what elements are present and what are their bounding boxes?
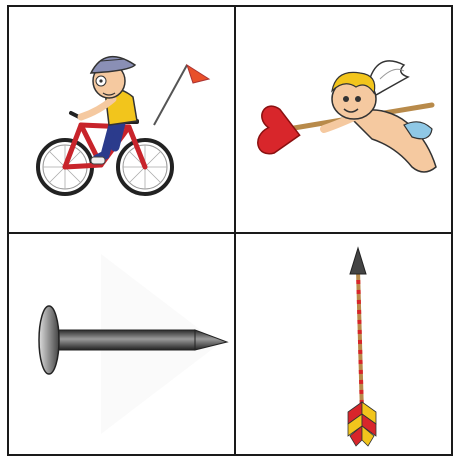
cell-nail[interactable] — [9, 234, 234, 456]
arrow-icon — [236, 234, 453, 456]
cell-cupid[interactable] — [236, 7, 453, 232]
cell-cyclist[interactable] — [9, 7, 234, 232]
cell-arrow[interactable] — [236, 234, 453, 456]
cupid-with-arrow-icon — [236, 7, 453, 232]
nail-icon — [9, 234, 234, 456]
cyclist-with-flag-icon — [9, 7, 234, 232]
picture-grid — [7, 5, 453, 456]
